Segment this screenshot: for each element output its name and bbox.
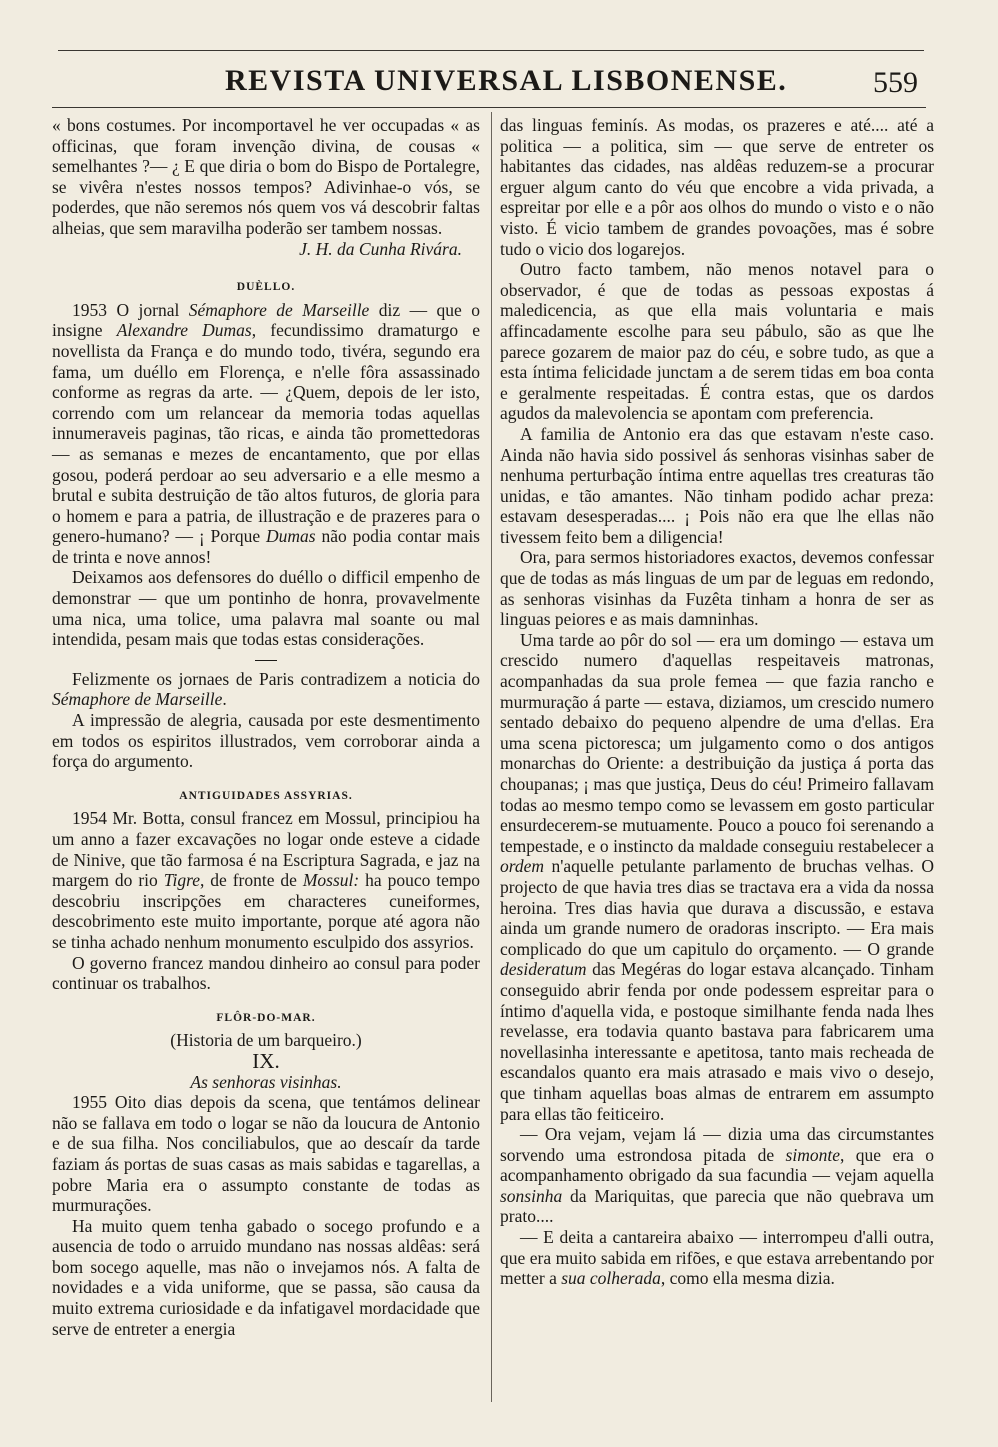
intro-paragraph: « bons costumes. Por incomportavel he ver occupadas « as officinas, que foram invenção divina, de cousas « semelhantes ?— ¿ E que diria o bom do Bispo de Portalegre, se vivêra n'estes nossos tempos? Adivinhae-o vós, se poderdes, que não seremos nós quem vos vá descobrir faltas alheias, que sem maravilha poderão ser tambem nossas.: [52, 115, 480, 238]
story-subtitle: (Historia de um barqueiro.): [170, 1030, 362, 1051]
story-paragraph-2: Ha muito quem tenha gabado o socego profundo e a ausencia de todo o arruido mundano nas nossas aldêas: será bom socego aquelle, mas não o invejamos nós. A falta de novidades e a vida uniforme, que se passa, são causa da muito extrema curiosidade e da infatigavel mordacidade que serve de entreter a energia: [52, 1215, 480, 1339]
column-divider: [491, 112, 492, 1402]
journal-title: REVISTA UNIVERSAL LISBONENSE.: [225, 64, 788, 97]
story-paragraph-5: Ora, para sermos historiadores exactos, devemos confessar que de todas as más linguas de um par de leguas em redondo, as senhoras visinhas da Fuzêta tinham a honra de ser as linguas peiores e as mais damninhas.: [500, 547, 934, 630]
page-number: 559: [873, 66, 918, 99]
chapter-title: As senhoras visinhas.: [190, 1071, 342, 1092]
duello-paragraph-2: Deixamos aos defensores do duéllo o difficil empenho de demonstrar — que um pontinho de honra, provavelmente uma nica, uma tolice, uma palavra mal soante ou mal intendida, pesam mais que todas estas considerações.: [52, 567, 480, 650]
section-heading-flor-do-mar: FLÔR-DO-MAR.: [216, 1011, 316, 1024]
duello-paragraph-1: 1953 O jornal Sémaphore de Marseille diz — que o insigne Alexandre Dumas, fecundissimo dramaturgo e novellista da França e do mundo todo, tivéra, segundo era fama, um duéllo em Florença, e n'elle fôra assassinado conforme as regras da arte. — ¿Quem, depois de ler isto, correndo com um relancear da memoria todas aquellas innumeraveis paginas, tão ricas, e ainda tão promettedoras — as semanas e mezes de encantamento, que por ellas gosou, poderá perdoar ao seu adversario e a elle mesmo a brutal e subita destruição de tão altos futuros, de gloria para o homem e para a patria, de illustração e de prazeres para o genero-humano? — ¡ Porque Dumas não podia contar mais de trinta e nove annos!: [52, 299, 481, 567]
story-paragraph-3: Outro facto tambem, não menos notavel para o observador, é que de todas as pessoas expostas á maledicencia, as que ella mais voluntaria e mais affincadamente escolhe para seu pábulo, são as que lhe parece gozarem de maior paz do céu, e sobre tudo, as que a esta íntima felicidade junctam a de serem tidas em boa conta e geralmente respeitadas. É contra estas, que os dardos agudos da malevolencia se apontam com preferencia.: [500, 259, 934, 424]
right-column: [500, 115, 934, 1289]
top-rule: [58, 50, 924, 51]
story-paragraph-4: A familia de Antonio era das que estavam n'este caso. Ainda não havia sido possivel ás senhoras visinhas saber de nenhuma perturbação íntima entre aquellas tres creaturas tão unidas, e tão amantes. Não tinham podido achar preza: estavam desesperadas.... ¡ Pois não era que lhe ellas não tivessem feito bem a diligencia!: [500, 423, 934, 547]
chapter-number: IX.: [252, 1048, 280, 1073]
story-paragraph-6: Uma tarde ao pôr do sol — era um domingo — estava um crescido numero d'aquellas respeitaveis matronas, acompanhadas da sua prole femea — que fazia rancho e murmuração á parte — estava, diziamos, um crescido numero sentado debaixo do pequeno alpendre de uma d'ellas. Era uma scena pictoresca; um julgamento como o dos antigos monarchas do Oriente: a destribuição da justiça á porta das choupanas; ¡ mas que justiça, Deus do céu! Primeiro fallavam todas ao mesmo tempo como se levassem em gosto particular ensurdecerem-se mutuamente. Pouco a pouco foi serenando a tempestade, e o instincto da maldade conseguiu restabelecer a ordem n'aquelle petulante parlamento de bruchas velhas. O projecto de que havia tres dias se tractava era a vida da nossa heroina. Tres dias havia que durava a discussão, e estava ainda um grande numero de oradoras inscripto. — Era mais complicado do que um capitulo do orçamento. — O grande desideratum das Megéras do logar estava alcançado. Tinham conseguido abrir fenda por onde podessem espreitar para o íntimo d'aquella vida, e postoque similhante fenda nada lhes revelasse, era todavia quanto bastava para fabricarem uma novellasinha interessante e apetitosa, tanto mais recheada de escandalos quanto era mais atrasado e mais vivo o desejo, que tinham aquellas boas almas de entrarem em assumpto para ellas tão feiticeiro.: [500, 629, 934, 1124]
duello-paragraph-4: A impressão de alegria, causada por este desmentimento em todos os espiritos illustrados, vem corroborar ainda a força do argumento.: [52, 710, 480, 772]
assyrias-paragraph-1: 1954 Mr. Botta, consul francez em Mossul, principiou ha um anno a fazer excavações no logar onde esteve a cidade de Ninive, que tão farmosa é na Escriptura Sagrada, e jaz na margem do rio Tigre, de fronte de Mossul: ha pouco tempo descobriu inscripções em characteres cuneiformes, descobrimento este muito importante, porque até agora não se tinha achado nenhum monumento esculpido dos assyrios.: [52, 808, 481, 952]
page-header: [50, 58, 930, 104]
left-column: [52, 115, 480, 1339]
story-paragraph-1: 1955 Oito dias depois da scena, que tentámos delinear não se fallava em todo o logar se não da loucura de Antonio e de sua filha. Nos conciliabulos, que ao descaír da tarde faziam ás portas de suas casas as mais sabidas e tagarellas, a pobre Maria era o assumpto constante de todas as murmurações.: [52, 1092, 480, 1216]
assyrias-paragraph-2: O governo francez mandou dinheiro ao consul para poder continuar os trabalhos.: [52, 952, 480, 994]
duello-paragraph-3: Felizmente os jornaes de Paris contradizem a noticia do Sémaphore de Marseille.: [52, 668, 480, 710]
signature: J. H. da Cunha Rivára.: [299, 238, 462, 259]
story-paragraph-continued: das linguas feminís. As modas, os prazeres e até.... até a politica — a politica, sim — que serve de entreter os habitantes das cidades, nas aldêas reduzem-se a procurar erguer algum canto do véu que encobre a vida privada, a espreitar por elle e a pôr aos olhos do mundo o visto e o não visto. É vicio tambem de grandes povoações, mas é sobre tudo o vicio dos logarejos.: [500, 115, 934, 259]
header-rule: [52, 107, 926, 108]
section-heading-duello: DUÈLLO.: [236, 281, 296, 294]
section-heading-assyrias: ANTIGUIDADES ASSYRIAS.: [179, 789, 353, 802]
separator-rule: [255, 660, 277, 661]
story-paragraph-8: — E deita a cantareira abaixo — interrompeu d'alli outra, que era muito sabida em rifões, e que estava arrebentando por metter a sua colherada, como ella mesma dizia.: [500, 1227, 934, 1289]
story-paragraph-7: — Ora vejam, vejam lá — dizia uma das circumstantes sorvendo uma estrondosa pitada de simonte, que era o acompanhamento obrigado da sua facundia — vejam aquella sonsinha da Mariquitas, que parecia que não quebrava um prato....: [500, 1124, 934, 1227]
